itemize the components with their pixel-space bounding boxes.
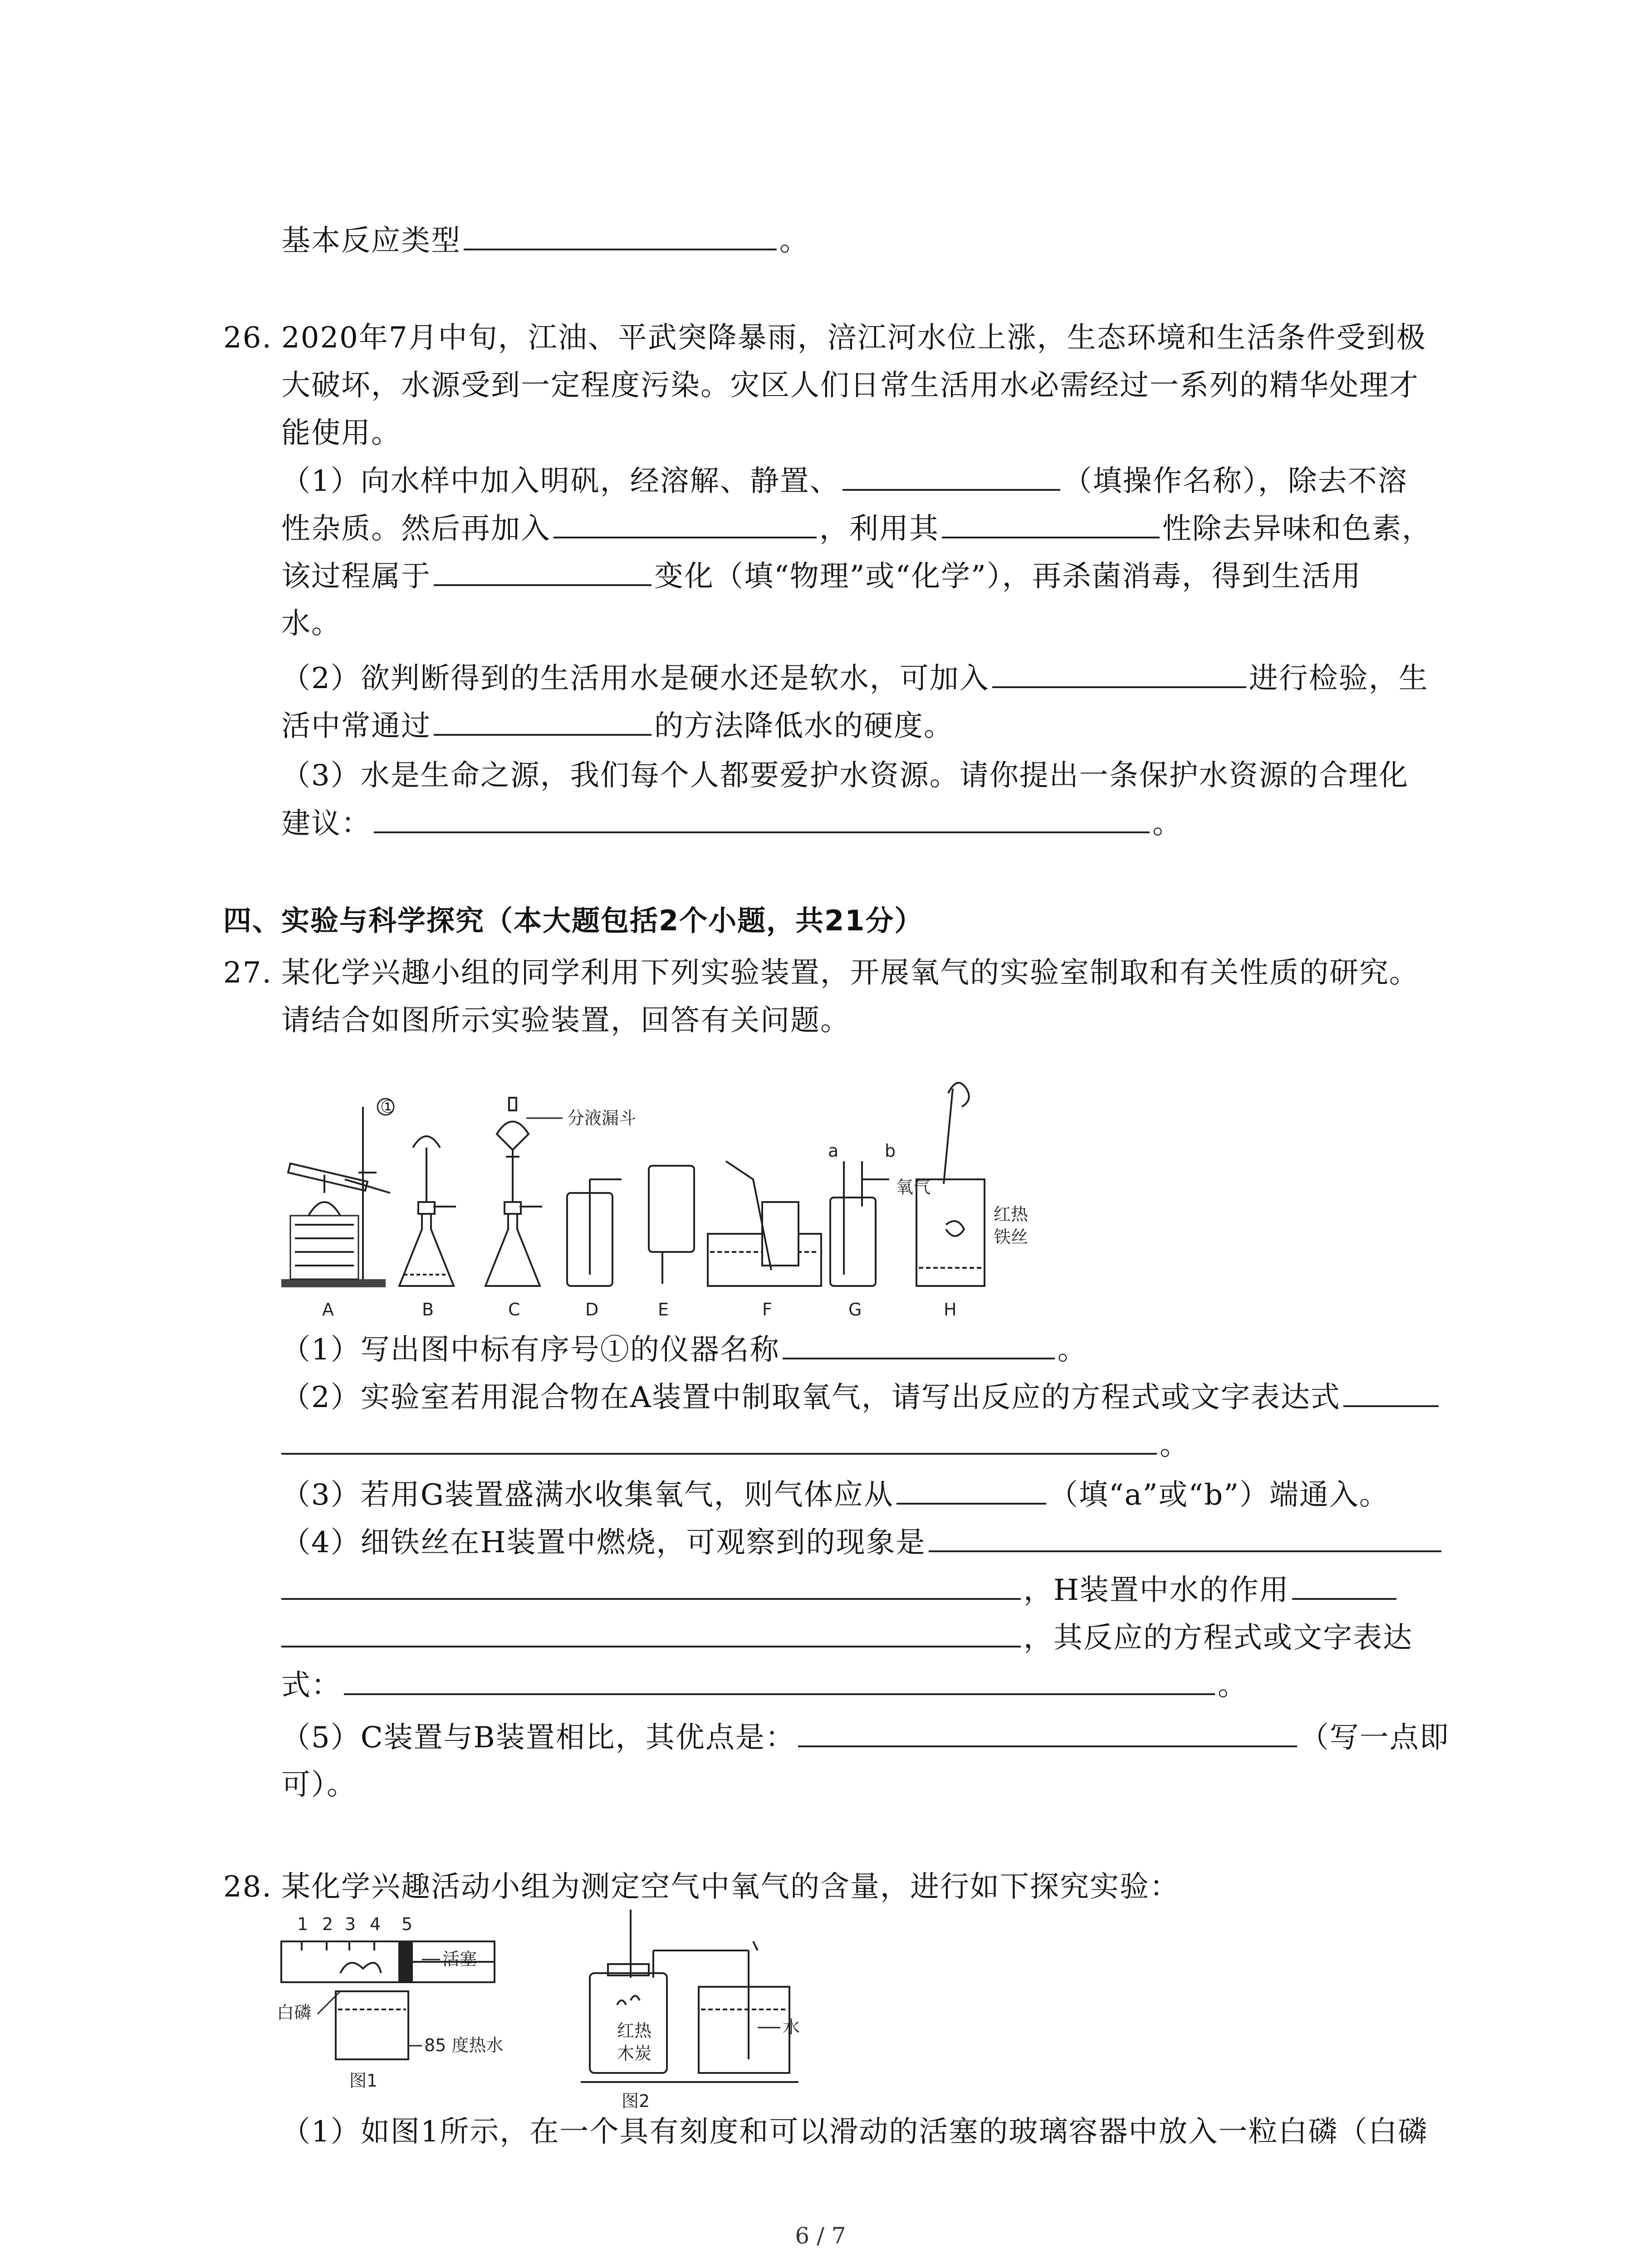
q27-intro-line: 请结合如图所示实验装置，回答有关问题。 bbox=[281, 1004, 850, 1037]
figure-2-caption: 图2 bbox=[622, 2091, 650, 2111]
section-heading: 四、实验与科学探究（本大题包括2个小题，共21分） bbox=[223, 904, 924, 937]
q25-tail: 基本反应类型 。 bbox=[281, 222, 809, 259]
apparatus-c bbox=[485, 1098, 636, 1286]
q27-part1: （1）写出图中标有序号①的仪器名称 。 bbox=[281, 1331, 1087, 1368]
phosphorus-label: 白磷 bbox=[277, 2003, 312, 2023]
marker-1: ① bbox=[380, 1097, 396, 1117]
q27-part4-line1: （4）细铁丝在H装置中燃烧，可观察到的现象是 bbox=[281, 1524, 1444, 1561]
scale-mark: 4 bbox=[370, 1914, 381, 1934]
scale-mark: 5 bbox=[402, 1914, 413, 1934]
fig-letter: A bbox=[322, 1300, 334, 1320]
answer-blank[interactable] bbox=[843, 463, 1060, 491]
answer-blank[interactable] bbox=[281, 1619, 1021, 1647]
fig-letter: E bbox=[658, 1300, 669, 1320]
answer-blank[interactable] bbox=[434, 708, 652, 736]
answer-blank[interactable] bbox=[374, 805, 1150, 833]
q26-part2-line2: 活中常通过 的方法降低水的硬度。 bbox=[281, 708, 954, 744]
answer-blank[interactable] bbox=[798, 1719, 1297, 1747]
figure-2 bbox=[581, 1910, 800, 2111]
answer-blank[interactable] bbox=[281, 1572, 1021, 1600]
answer-blank[interactable] bbox=[942, 510, 1160, 538]
answer-blank[interactable] bbox=[1343, 1379, 1439, 1407]
apparatus-d bbox=[567, 1179, 622, 1286]
apparatus-a bbox=[281, 1097, 396, 1287]
answer-blank[interactable] bbox=[464, 222, 777, 250]
figure-1 bbox=[277, 1914, 503, 2091]
q27-part4-line2: ，H装置中水的作用 bbox=[281, 1572, 1399, 1608]
q28-part1: （1）如图1所示，在一个具有刻度和可以滑动的活塞的玻璃容器中放入一粒白磷（白磷 bbox=[281, 2115, 1428, 2149]
port-b-label: b bbox=[885, 1141, 896, 1161]
oxygen-label: 氧气 bbox=[896, 1177, 931, 1197]
q27-part2-line1: （2）实验室若用混合物在A装置中制取氧气，请写出反应的方程式或文字表达式 bbox=[281, 1379, 1441, 1416]
q27-part4-line4: 式： 。 bbox=[281, 1667, 1248, 1704]
scale-mark: 3 bbox=[345, 1914, 356, 1934]
wire-label-2: 铁丝 bbox=[994, 1227, 1029, 1247]
apparatus-e bbox=[649, 1166, 694, 1284]
water-label: 水 bbox=[783, 2017, 800, 2037]
port-a-label: a bbox=[828, 1141, 839, 1161]
q26-intro-line: 大破坏，水源受到一定程度污染。灾区人们日常生活用水必需经过一系列的精华处理才 bbox=[281, 369, 1419, 402]
q27-part2-line2: 。 bbox=[281, 1427, 1190, 1463]
fig-letter: F bbox=[762, 1300, 772, 1320]
q27-part5-line1: （5）C装置与B装置相比，其优点是： （写一点即 bbox=[281, 1719, 1450, 1756]
answer-blank[interactable] bbox=[1292, 1572, 1396, 1600]
q27-number: 27. bbox=[223, 956, 272, 990]
fig-letter: H bbox=[944, 1300, 957, 1320]
q27-part4-line3: ，其反应的方程式或文字表达 bbox=[281, 1619, 1413, 1656]
q28-number: 28. bbox=[223, 1870, 272, 1904]
q27-part3: （3）若用G装置盛满水收集氧气，则气体应从 （填“a”或“b”）端通入。 bbox=[281, 1476, 1389, 1513]
apparatus-g bbox=[828, 1141, 896, 1286]
q26-intro-line: 能使用。 bbox=[281, 416, 401, 450]
fig-letter: D bbox=[585, 1300, 599, 1320]
q26-part1-line4: 水。 bbox=[281, 607, 341, 640]
q26-intro-line: 2020年7月中旬，江油、平武突降暴雨，涪江河水位上涨，生态环境和生活条件受到极 bbox=[281, 321, 1426, 355]
apparatus-h bbox=[896, 1083, 1029, 1286]
answer-blank[interactable] bbox=[281, 1427, 1157, 1455]
q26-part1-line2: 性杂质。然后再加入 ，利用其 性除去异味和色素， bbox=[281, 510, 1432, 547]
fig-letter: G bbox=[848, 1300, 862, 1320]
q26-part3-line1: （3）水是生命之源，我们每个人都要爱护水资源。请你提出一条保护水资源的合理化 bbox=[281, 759, 1409, 792]
q28-intro: 某化学兴趣活动小组为测定空气中氧气的含量，进行如下探究实验： bbox=[281, 1870, 1180, 1904]
answer-blank[interactable] bbox=[929, 1524, 1441, 1552]
water-85-label: 85 度热水 bbox=[424, 2035, 504, 2055]
piston-label: 活塞 bbox=[442, 1949, 477, 1969]
charcoal-label-1: 红热 bbox=[617, 2021, 652, 2041]
answer-blank[interactable] bbox=[783, 1331, 1055, 1359]
wire-label-1: 红热 bbox=[994, 1204, 1029, 1224]
q26-part1-line3: 该过程属于 变化（填“物理”或“化学”），再杀菌消毒，得到生活用 bbox=[281, 558, 1362, 595]
apparatus-f bbox=[708, 1161, 821, 1286]
apparatus-figure bbox=[272, 1043, 1225, 1325]
q26-number: 26. bbox=[223, 321, 272, 355]
q26-part3-line2: 建议： 。 bbox=[281, 805, 1182, 842]
q27-part5-line2: 可）。 bbox=[281, 1768, 357, 1802]
answer-blank[interactable] bbox=[344, 1667, 1215, 1695]
figure-1-caption: 图1 bbox=[349, 2071, 378, 2091]
apparatus-b bbox=[399, 1136, 456, 1286]
q26-part1-line1: （1）向水样中加入明矾，经溶解、静置、 （填操作名称），除去不溶 bbox=[281, 463, 1408, 499]
combustion-figures bbox=[272, 1905, 907, 2114]
page-number: 6 / 7 bbox=[795, 2223, 846, 2249]
charcoal-label-2: 木炭 bbox=[617, 2043, 652, 2063]
answer-blank[interactable] bbox=[554, 510, 817, 538]
answer-blank[interactable] bbox=[992, 660, 1246, 688]
q27-intro-line: 某化学兴趣小组的同学利用下列实验装置，开展氧气的实验室制取和有关性质的研究。 bbox=[281, 956, 1419, 990]
scale-mark: 1 bbox=[297, 1914, 309, 1934]
fig-letter: C bbox=[508, 1300, 520, 1320]
scale-mark: 2 bbox=[322, 1914, 333, 1934]
answer-blank[interactable] bbox=[434, 558, 652, 586]
q26-part2-line1: （2）欲判断得到的生活用水是硬水还是软水，可加入 进行检验，生 bbox=[281, 660, 1429, 697]
fig-letter: B bbox=[422, 1300, 434, 1320]
funnel-label: 分液漏斗 bbox=[567, 1108, 637, 1128]
answer-blank[interactable] bbox=[896, 1476, 1046, 1505]
